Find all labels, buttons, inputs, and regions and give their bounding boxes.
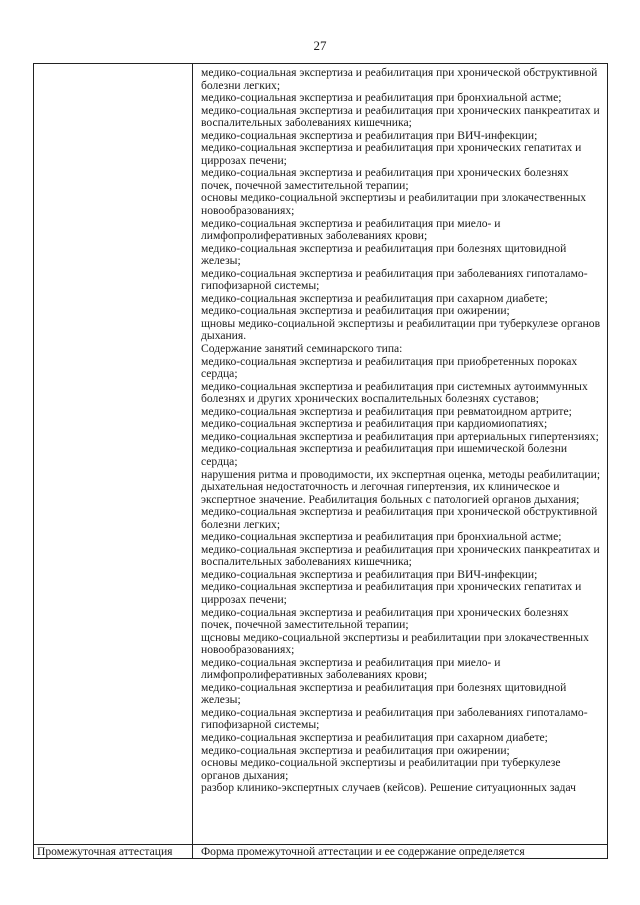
topic-line: медико-социальная экспертиза и реабилитация при ВИЧ-инфекции; xyxy=(201,567,538,581)
cell-divider xyxy=(192,845,193,859)
topic-line: медико-социальная экспертиза и реабилитация при ишемической болезни сердца; xyxy=(201,442,568,468)
table-content-cell xyxy=(193,64,607,844)
attestation-form-text: Форма промежуточной аттестации и ее содержание определяется xyxy=(201,845,525,858)
topic-line: медико-социальная экспертиза и реабилитация при бронхиальной астме; xyxy=(201,91,562,105)
topic-line: медико-социальная экспертиза и реабилитация при сахарном диабете; xyxy=(201,730,548,744)
topic-line: медико-социальная экспертиза и реабилитация при миело- и лимфопролиферативных заболеваниях крови; xyxy=(201,655,501,682)
topic-line: медико-социальная экспертиза и реабилитация при заболеваниях гипоталамо-гипофизарной системы; xyxy=(201,705,588,732)
topic-line: медико-социальная экспертиза и реабилитация при артериальных гипертензиях; xyxy=(201,429,599,443)
topic-line: медико-социальная экспертиза и реабилитация при системных аутоиммунных болезнях и других хронических воспалительных болезнях суставов; xyxy=(201,379,588,406)
table-row xyxy=(34,844,607,858)
topic-line: медико-социальная экспертиза и реабилитация при хронических болезнях почек, почечной заместительной терапии; xyxy=(201,166,569,192)
topic-line: медико-социальная экспертиза и реабилитация при кардиомиопатиях; xyxy=(201,417,548,431)
topic-line: медико-социальная экспертиза и реабилитация при приобретенных пороках сердца; xyxy=(201,354,578,381)
topic-line: основы медико-социальной экспертизы и реабилитации при туберкулезе органов дыхания; xyxy=(201,756,561,782)
topic-line: медико-социальная экспертиза и реабилитация при болезнях щитовидной железы; xyxy=(201,680,567,707)
topic-line: разбор клинико-экспертных случаев (кейсов). Решение ситуационных задач xyxy=(201,781,576,795)
topic-line: щсновы медико-социальной экспертизы и реабилитации при злокачественных новообразованиях; xyxy=(201,630,589,657)
topic-line: медико-социальная экспертиза и реабилитация при ожирении; xyxy=(201,743,510,757)
topic-line: медико-социальная экспертиза и реабилитация при ожирении; xyxy=(201,304,510,318)
topic-line: нарушения ритма и проводимости, их экспертная оценка, методы реабилитации; xyxy=(201,467,601,481)
topic-line: медико-социальная экспертиза и реабилитация при бронхиальной астме; xyxy=(201,530,562,544)
topic-line: медико-социальная экспертиза и реабилитация при хронических болезнях почек, почечной заместительной терапии; xyxy=(201,605,569,632)
topic-line: Содержание занятий семинарского типа: xyxy=(201,342,403,356)
topic-line: основы медико-социальной экспертизы и реабилитации при злокачественных новообразованиях; xyxy=(201,191,587,218)
topic-line: медико-социальная экспертиза и реабилитация при хронических панкреатитах и воспалительных заболеваниях кишечника; xyxy=(201,542,600,569)
topic-line: медико-социальная экспертиза и реабилитация при хронической обструктивной болезни легких; xyxy=(201,505,598,531)
topic-line: медико-социальная экспертиза и реабилитация при хронических гепатитах и циррозах печени; xyxy=(201,580,582,606)
table-left-cell xyxy=(34,64,193,844)
topic-line: медико-социальная экспертиза и реабилитация при хронической обструктивной болезни легких; xyxy=(201,66,598,92)
topics-list xyxy=(193,64,607,795)
topic-line: медико-социальная экспертиза и реабилитация при ревматоидном артрите; xyxy=(201,404,572,418)
topic-line: медико-социальная экспертиза и реабилитация при хронических гепатитах и циррозах печени; xyxy=(201,141,582,167)
topic-line: щновы медико-социальной экспертизы и реабилитации при туберкулезе органов дыхания. xyxy=(201,316,601,343)
topic-line: медико-социальная экспертиза и реабилитация при миело- и лимфопролиферативных заболеваниях крови; xyxy=(201,216,501,243)
attestation-label: Промежуточная аттестация xyxy=(37,845,173,858)
topic-line: дыхательная недостаточность и легочная гипертензия, их клиническое и экспертное значение. Реабилитация больных с патологией органов дыхания; xyxy=(201,480,580,506)
topic-line: медико-социальная экспертиза и реабилитация при болезнях щитовидной железы; xyxy=(201,241,567,268)
topic-line: медико-социальная экспертиза и реабилитация при заболеваниях гипоталамо-гипофизарной системы; xyxy=(201,266,588,293)
topic-line: медико-социальная экспертиза и реабилитация при ВИЧ-инфекции; xyxy=(201,128,538,142)
topic-line: медико-социальная экспертиза и реабилитация при хронических панкреатитах и воспалительных заболеваниях кишечника; xyxy=(201,103,600,130)
page-number: 27 xyxy=(313,38,327,53)
curriculum-table xyxy=(33,63,608,859)
topic-line: медико-социальная экспертиза и реабилитация при сахарном диабете; xyxy=(201,291,548,305)
